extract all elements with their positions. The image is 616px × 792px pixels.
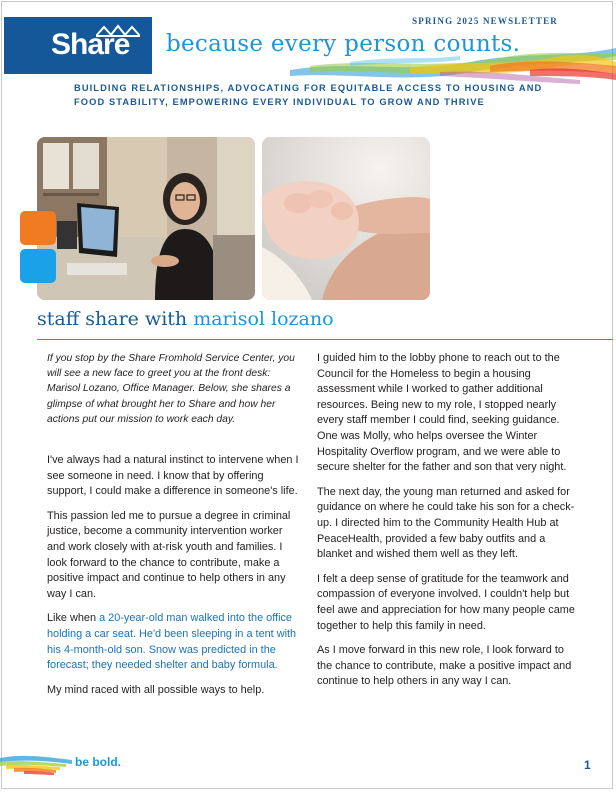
article-title — [37, 308, 334, 330]
orange-accent-square — [20, 211, 56, 245]
highlight-lead: Like when — [47, 612, 100, 625]
article-title-prefix: staff share with — [37, 308, 188, 330]
blue-accent-square — [20, 249, 56, 283]
photo-office-manager — [37, 137, 255, 300]
logo-text: Share — [51, 28, 130, 61]
article-column-right — [317, 351, 579, 699]
article-intro: If you stop by the Share Fromhold Service Center, you will see a new face to greet you at the front desk: Marisol Lozano, Office Manager. Below, she shares a glimpse of what brought her to Share and how her actions put our mission to work each day. — [47, 353, 295, 425]
article-paragraph: The next day, the young man returned and asked for guidance on where he could take his son for a check-up. I directed him to the Community Health Hub at PeaceHealth, provided a few baby outfits and a blanket and wished them well as they left. — [317, 485, 575, 561]
page-number: 1 — [584, 758, 591, 772]
mission-statement: BUILDING RELATIONSHIPS, ADVOCATING FOR EQUITABLE ACCESS TO HOUSING AND FOOD STABILITY, EMPOWERING EVERY INDIVIDUAL TO GROW AND THRIVE — [74, 83, 543, 107]
article-paragraph: My mind raced with all possible ways to help. — [47, 683, 265, 696]
article-paragraph: This passion led me to pursue a degree in criminal justice, become a community intervention worker and work closely with at-risk youth and families. I look forward to the chance to contribute, make a positive impact and continue to help others in any way I can. — [47, 509, 291, 600]
article-title-name: marisol lozano — [193, 308, 334, 330]
title-divider — [37, 339, 613, 340]
newsletter-label: SPRING 2025 NEWSLETTER — [412, 16, 558, 26]
photo-baby-hand — [262, 137, 430, 300]
highlight-text: a 20-year-old man walked into the office holding a car seat. He'd been sleeping in a tent with his 4-month-old son. Snow was predicted in the forecast; they needed shelter and baby formula. — [47, 612, 297, 672]
tagline: because every person counts. — [166, 31, 521, 57]
article-paragraph: I've always had a natural instinct to intervene when I see someone in need. I know that by offering support, I could make a difference in someone's life. — [47, 454, 299, 498]
article-paragraph-highlight — [47, 611, 301, 673]
article-paragraph: As I move forward in this new role, I look forward to the chance to contribute, make a positive impact and continue to help others in any way I can. — [317, 644, 572, 688]
article-paragraph: I guided him to the lobby phone to reach out to the Council for the Homeless to begin a housing assessment while I worked to gather additional resources. Being new to my role, I stopped nearly every staff member I could find, seeking guidance. One was Molly, who helps oversee the Winter Hospitality Overflow program, and we were able to secure shelter for the father and son that very night. — [317, 352, 567, 474]
footer-color-splash — [0, 750, 72, 776]
article-column-left — [47, 351, 301, 707]
article-paragraph: I felt a deep sense of gratitude for the teamwork and compassion of everyone involved. I couldn't help but feel awe and appreciation for how many people came together to help this family in need. — [317, 572, 575, 632]
footer-slogan: be bold. — [75, 755, 121, 769]
